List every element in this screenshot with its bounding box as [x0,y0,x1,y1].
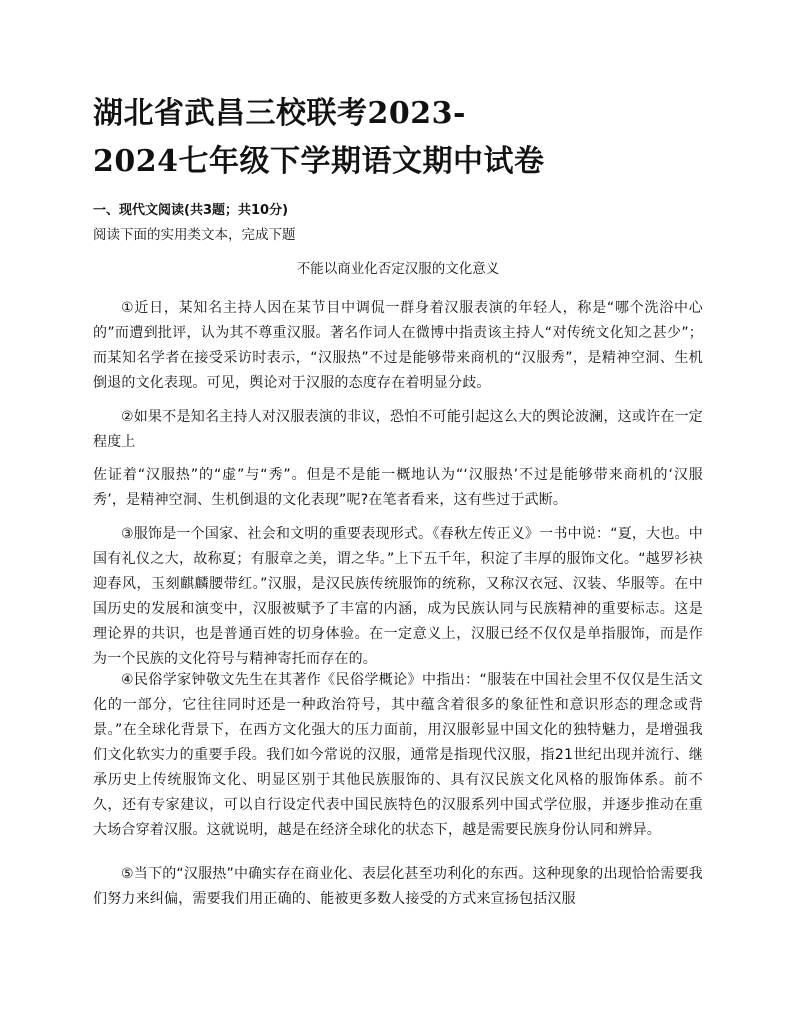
paragraph-4: ④民俗学家钟敬文先生在其著作《民俗学概论》中指出：“服装在中国社会里不仅仅是生活文化的一部分，它往往同时还是一种政治符号，其中蕴含着很多的象征性和意识形态的理念或背景。”在全球化背景下，在西方文化强大的压力面前，用汉服彰显中国文化的独特魅力，是增强我们文化软实力的重要手段。我们如今常说的汉服，通常是指现代汉服，指21世纪出现并流行、继承历史上传统服饰文化、明显区别于其他民族服饰的、具有汉民族文化风格的服饰体系。前不久，还有专家建议，可以自行设定代表中国民族特色的汉服系列中国式学位服，并逐步推动在重大场合穿着汉服。这就说明，越是在经济全球化的状态下，越是需要民族身份认同和辨异。 [93,672,703,838]
reading-instruction: 阅读下面的实用类文本，完成下题 [93,227,296,243]
paragraph-5: ⑤当下的“汉服热”中确实存在商业化、表层化甚至功利化的东西。这种现象的出现恰恰需要我们努力来纠偏，需要我们用正确的、能被更多数人接受的方式来宣扬包括汉服 [93,866,703,907]
paragraph-1: ①近日，某知名主持人因在某节目中调侃一群身着汉服表演的年轻人，称是“哪个洗浴中心的”而遭到批评，认为其不尊重汉服。著名作词人在微博中指责该主持人“对传统文化知之甚少”；而某知名学者在接受采访时表示，“汉服热”不过是能够带来商机的“汉服秀”，是精神空洞、生机倒退的文化表现。可见，舆论对于汉服的态度存在着明显分歧。 [93,300,703,391]
section-heading: 一、现代文阅读(共3题；共10分) [93,203,289,218]
paragraph-2-part-1: ②如果不是知名主持人对汉服表演的非议，恐怕不可能引起这么大的舆论波澜，这或许在一定程度上 [93,409,703,450]
paragraph-3: ③服饰是一个国家、社会和文明的重要表现形式。《春秋左传正义》一书中说：“夏，大也。中国有礼仪之大，故称夏；有服章之美，谓之华。”上下五千年，积淀了丰厚的服饰文化。“越罗衫袂迎春风，玉刻麒麟腰带红。”汉服，是汉民族传统服饰的统称，又称汉衣冠、汉装、华服等。在中国历史的发展和演变中，汉服被赋予了丰富的内涵，成为民族认同与民族精神的重要标志。这是理论界的共识，也是普通百姓的切身体验。在一定意义上，汉服已经不仅仅是单指服饰，而是作为一个民族的文化符号与精神寄托而存在的。 [93,526,703,667]
paragraph-2-part-2: 佐证着“汉服热”的“虚”与“秀”。但是不是能一概地认为“‘汉服热’不过是能够带来商机的‘汉服秀’，是精神空洞、生机倒退的文化表现”呢?在笔者看来，这有些过于武断。 [93,467,703,508]
article-title: 不能以商业化否定汉服的文化意义 [296,261,500,277]
page-title-line1: 湖北省武昌三校联考2023- [93,96,466,131]
page-title-line2: 2024七年级下学期语文期中试卷 [93,144,545,179]
